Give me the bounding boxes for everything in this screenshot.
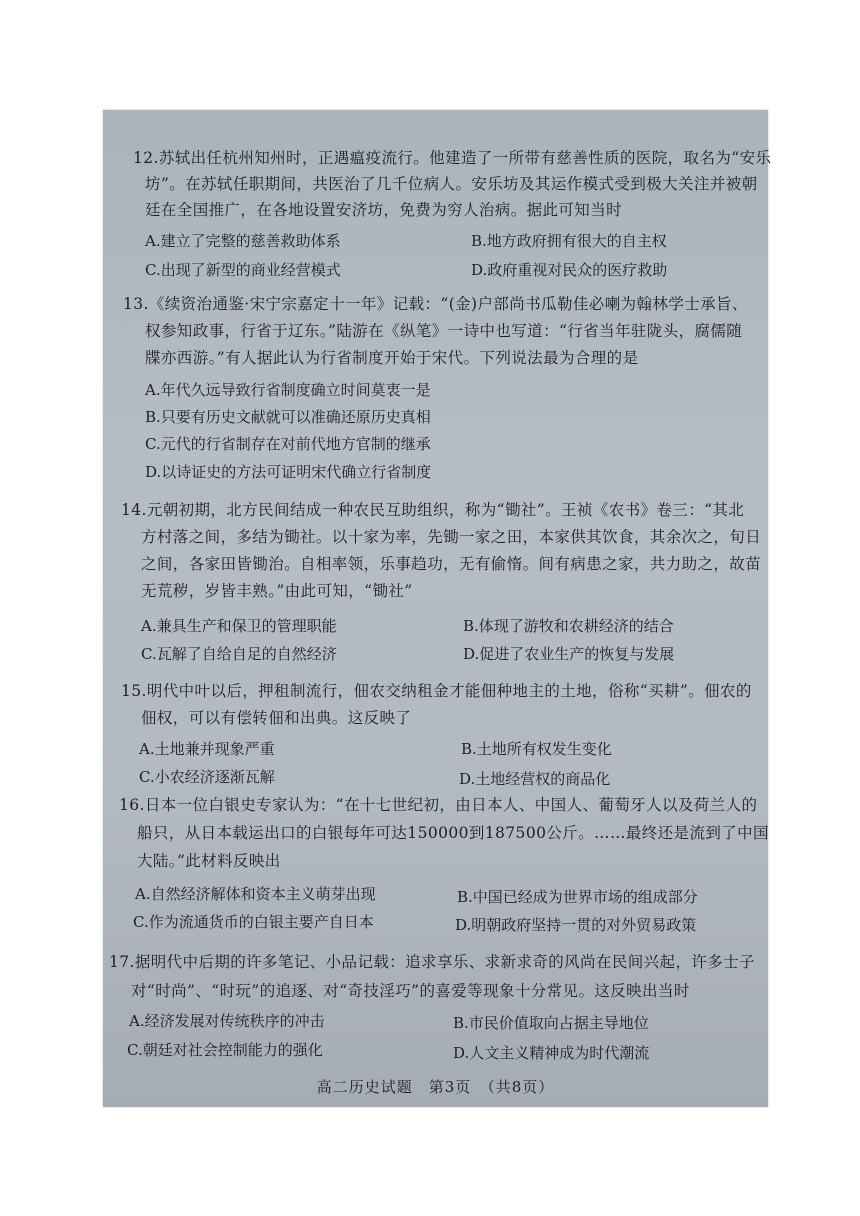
question-14-line-3: 之间，各家田皆锄治。自相率领，乐事趋功，无有偷惰。间有病患之家，共力助之，故苗 (141, 555, 762, 573)
question-12-option-c: C.出现了新型的商业经营模式 (145, 261, 341, 279)
question-16-line-2: 船只，从日本载运出口的白银每年可达150000到187500公斤。……最终还是流到了中国 (137, 824, 769, 842)
question-17-line-2: 对“时尚”、“时玩”的追逐、对“奇技淫巧”的喜爱等现象十分常见。这反映出当时 (131, 982, 690, 1000)
question-13-option-d: D.以诗证史的方法可证明宋代确立行省制度 (145, 463, 432, 481)
question-17-option-a: A.经济发展对传统秩序的冲击 (129, 1012, 325, 1030)
question-16-line-1: 16.日本一位白银史专家认为：“在十七世纪初，由日本人、中国人、葡萄牙人以及荷兰人的 (119, 796, 758, 814)
question-17-option-c: C.朝廷对社会控制能力的强化 (127, 1041, 323, 1059)
question-16-option-c: C.作为流通货币的白银主要产自日本 (133, 913, 374, 931)
question-14-line-2: 方村落之间，多结为锄社。以十家为率，先锄一家之田，本家供其饮食，其余次之，旬日 (141, 528, 762, 546)
question-14-option-a: A.兼具生产和保卫的管理职能 (141, 617, 337, 635)
question-13-option-c: C.元代的行省制存在对前代地方官制的继承 (145, 435, 431, 453)
question-15-option-d: D.土地经营权的商品化 (459, 770, 611, 788)
page-footer: 高二历史试题 第3页 （共8页） (316, 1078, 555, 1096)
exam-page (103, 110, 772, 1107)
question-12-option-b: B.地方政府拥有很大的自主权 (471, 232, 667, 250)
question-13-line-2: 权参知政事，行省于辽东。”陆游在《纵笔》一诗中也写道：“行省当年驻陇头，腐儒随 (145, 322, 743, 340)
question-16-option-d: D.明朝政府坚持一贯的对外贸易政策 (455, 916, 697, 934)
question-12-option-a: A.建立了完整的慈善救助体系 (145, 232, 341, 250)
question-15-line-1: 15.明代中叶以后，押租制流行，佃农交纳租金才能佃种地主的土地，俗称“买耕”。佃农的 (121, 682, 752, 700)
question-14-option-b: B.体现了游牧和农耕经济的结合 (463, 617, 674, 635)
question-13-line-3: 牒亦西游。”有人据此认为行省制度开始于宋代。下列说法最为合理的是 (145, 349, 639, 367)
question-15-line-2: 佃权，可以有偿转佃和出典。这反映了 (141, 709, 412, 727)
question-12-line-3: 廷在全国推广，在各地设置安济坊，免费为穷人治病。据此可知当时 (145, 201, 623, 219)
question-15-option-b: B.土地所有权发生变化 (461, 740, 612, 758)
question-15-option-c: C.小农经济逐渐瓦解 (139, 768, 275, 786)
question-14-line-4: 无荒秽，岁皆丰熟。”由此可知，“锄社” (141, 582, 413, 600)
question-17-line-1: 17.据明代中后期的许多笔记、小品记载：追求享乐、求新求奇的风尚在民间兴起，许多士子 (109, 953, 755, 971)
question-13-line-1: 13.《续资治通鉴·宋宁宗嘉定十一年》记载：“(金)户部尚书瓜勒佳必喇为翰林学士承旨、 (123, 295, 748, 313)
question-12-line-1: 12.苏轼出任杭州知州时，正遇瘟疫流行。他建造了一所带有慈善性质的医院，取名为“安乐 (133, 149, 772, 167)
question-17-option-b: B.市民价值取向占据主导地位 (453, 1014, 649, 1032)
question-15-option-a: A.土地兼并现象严重 (139, 740, 275, 758)
question-16-option-a: A.自然经济解体和资本主义萌芽出现 (135, 885, 376, 903)
question-16-option-b: B.中国已经成为世界市场的组成部分 (457, 888, 698, 906)
question-16-line-3: 大陆。”此材料反映出 (137, 852, 281, 870)
question-12-option-d: D.政府重视对民众的医疗救助 (471, 261, 668, 279)
question-14-option-c: C.瓦解了自给自足的自然经济 (141, 645, 337, 663)
question-12-line-2: 坊”。在苏轼任职期间，共医治了几千位病人。安乐坊及其运作模式受到极大关注并被朝 (145, 175, 758, 193)
question-17-option-d: D.人文主义精神成为时代潮流 (453, 1044, 650, 1062)
question-14-line-1: 14.元朝初期，北方民间结成一种农民互助组织，称为“锄社”。王祯《农书》卷三：“其北 (121, 501, 745, 519)
question-13-option-a: A.年代久远导致行省制度确立时间莫衷一是 (145, 381, 431, 399)
question-14-option-d: D.促进了农业生产的恢复与发展 (463, 645, 675, 663)
question-13-option-b: B.只要有历史文献就可以准确还原历史真相 (145, 408, 431, 426)
